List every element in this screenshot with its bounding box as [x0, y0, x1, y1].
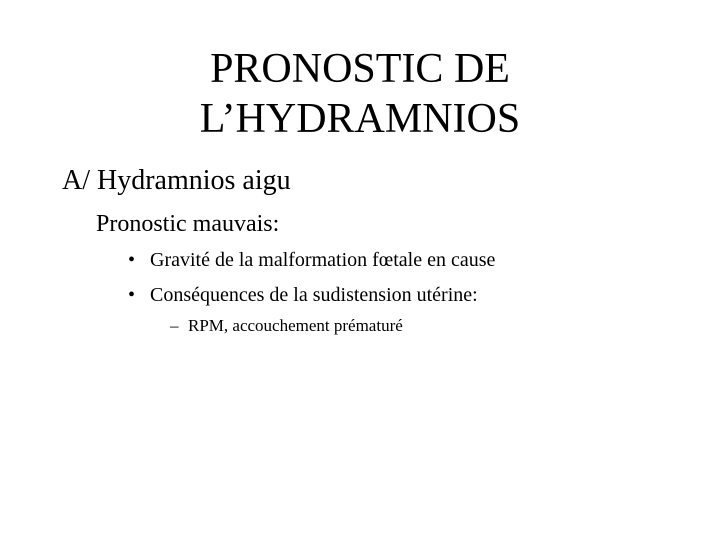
bullet-item — [128, 247, 495, 273]
subheading: Pronostic mauvais: — [96, 211, 280, 237]
section-heading: A/ Hydramnios aigu — [62, 165, 291, 196]
bullet-icon: • — [128, 249, 136, 271]
sub-bullet-text: RPM, accouchement prématuré — [188, 316, 403, 335]
sub-bullet-item — [170, 315, 403, 337]
bullet-icon: • — [128, 284, 136, 306]
slide-title-line-2: L’HYDRAMNIOS — [199, 96, 521, 142]
bullet-item — [128, 282, 478, 308]
dash-icon: – — [170, 316, 179, 335]
slide-title-line-1: PRONOSTIC DE — [210, 46, 510, 92]
bullet-text: Conséquences de la sudistension utérine: — [150, 284, 478, 306]
bullet-text: Gravité de la malformation fœtale en cause — [150, 249, 496, 271]
slide-title — [140, 44, 580, 144]
